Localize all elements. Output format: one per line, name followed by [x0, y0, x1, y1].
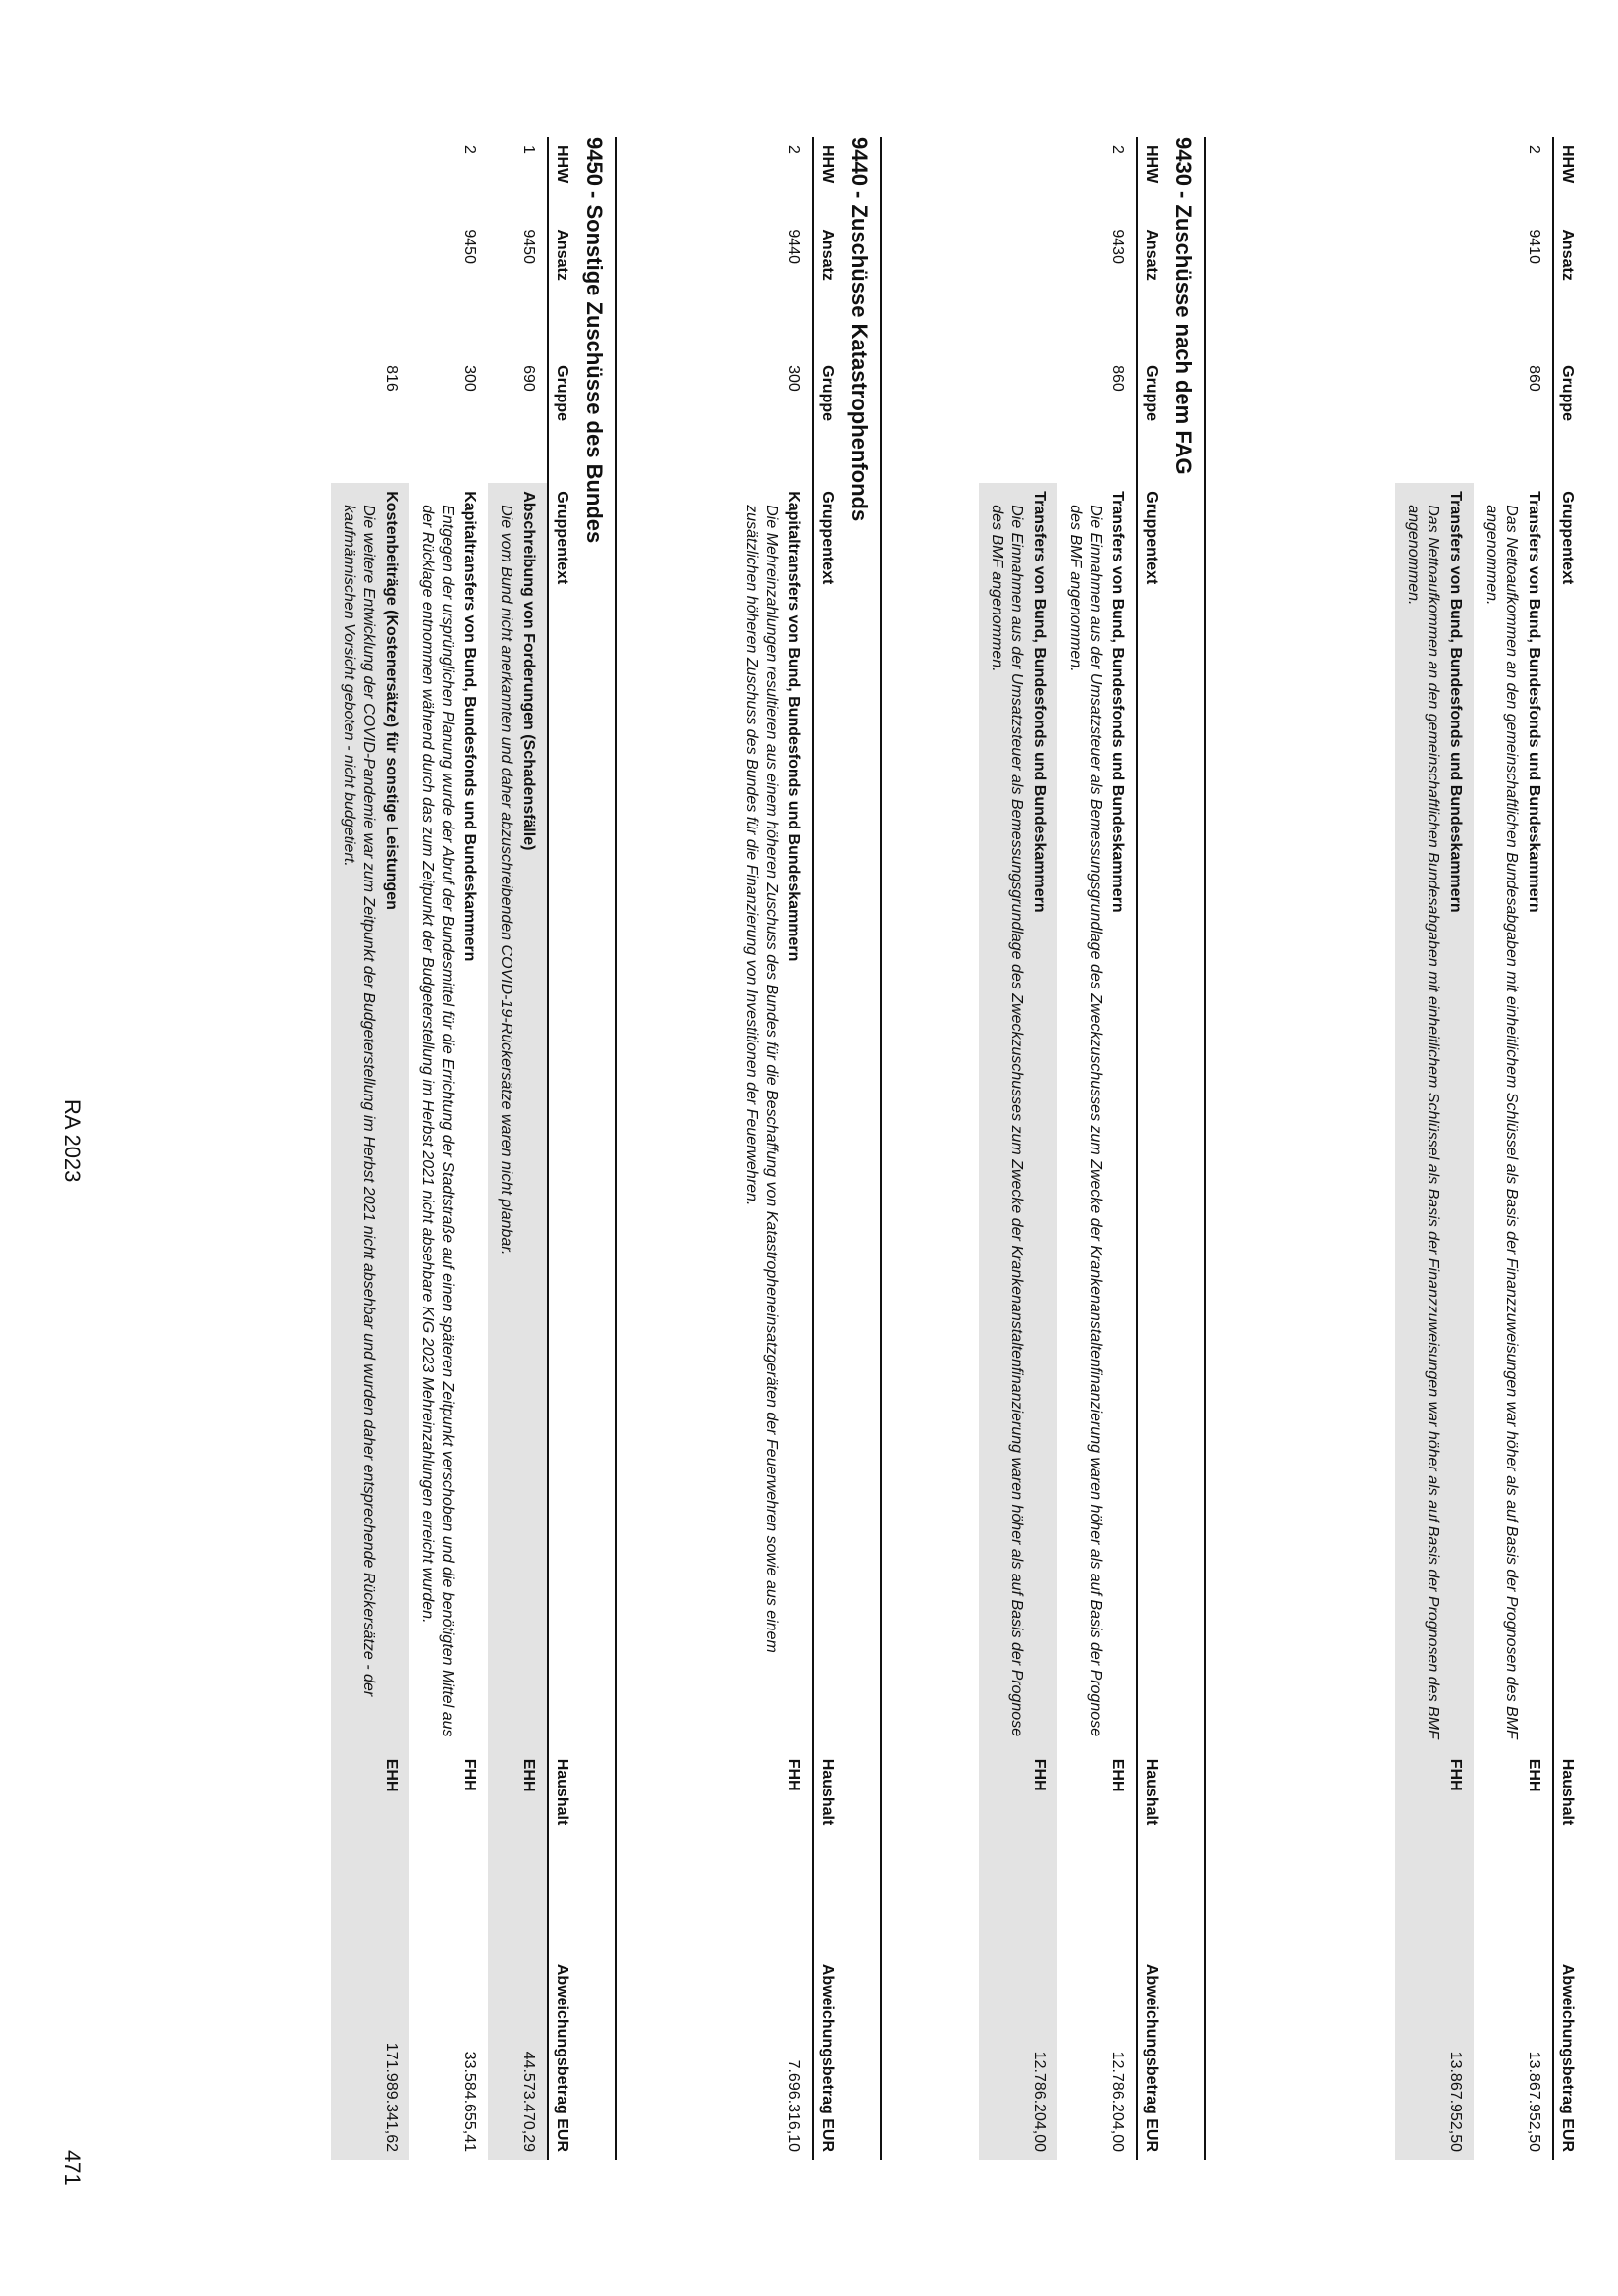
cell-gruppe: 300: [785, 365, 802, 392]
cell-explanation: Das Nettoaufkommen an den gemeinschaftlichen Bundesabgaben mit einheitlichem Schlüssel als Basis der Finanzzuweisungen war höher als auf Basis der Prognosen des BMF angenommen.: [1483, 505, 1520, 1739]
cell-haushalt: EHH: [488, 1751, 548, 1908]
header-hhw: HHW: [548, 137, 573, 221]
header-gruppe: Gruppe: [548, 357, 573, 483]
section-title: 9440 - Zuschüsse Katastrophenfonds: [847, 137, 872, 522]
cell-hhw: 2: [1109, 145, 1126, 154]
cell-gruppe: 690: [520, 365, 537, 392]
cell-group-label: Transfers von Bund, Bundesfonds und Bundeskammern: [1028, 483, 1057, 1751]
header-hhw: HHW: [1553, 137, 1579, 221]
cell-betrag: 12.786.204,00: [1109, 2051, 1126, 2152]
deviation-table: [331, 137, 573, 2160]
cell-ansatz: 9450: [520, 229, 537, 264]
section-1: [979, 137, 1206, 2160]
header-ansatz: Ansatz: [548, 221, 573, 357]
header-hhw: HHW: [813, 137, 838, 221]
footer-report-label: RA 2023: [60, 1099, 84, 1183]
header-haushalt: Haushalt: [1137, 1751, 1162, 1908]
header-gruppentext: Gruppentext: [813, 483, 838, 1751]
table-row: [1028, 137, 1057, 2160]
cell-betrag: 44.573.470,29: [488, 1908, 548, 2160]
cell-hhw: [331, 137, 409, 221]
cell-ansatz: [331, 221, 409, 357]
cell-explanation: Die Mehreinzahlungen resultieren aus einem höheren Zuschuss des Bundes für die Beschaffung von Katastropheneinsatzgeräten der Feuerwehren sowie aus einem zusätzlichen höheren Zuschuss des Bundes für die Finanzierung von Investitionen der Feuerwehren.: [743, 505, 780, 1653]
section-0: [1395, 137, 1579, 2160]
cell-gruppe: 300: [461, 365, 478, 392]
cell-haushalt: EHH: [1109, 1758, 1126, 1792]
cell-betrag: 13.867.952,50: [1395, 1908, 1474, 2160]
cell-ansatz: 9410: [1526, 229, 1542, 264]
header-haushalt: Haushalt: [813, 1751, 838, 1908]
section-divider: [880, 137, 882, 2160]
cell-group-label: Kapitaltransfers von Bund, Bundesfonds und Bundeskammern: [785, 491, 802, 962]
cell-gruppe: [979, 357, 1057, 483]
section-divider: [615, 137, 617, 2160]
header-abweichung: Abweichungsbetrag EUR: [548, 1908, 573, 2160]
header-gruppe: Gruppe: [813, 357, 838, 483]
header-ansatz: Ansatz: [813, 221, 838, 357]
cell-gruppe: 816: [383, 365, 400, 392]
cell-explanation: Die vom Bund nicht anerkannten und daher abzuschreibenden COVID-19-Rückersätze waren nicht planbar.: [488, 483, 517, 1751]
header-gruppentext: Gruppentext: [1137, 483, 1162, 1751]
cell-explanation: Das Nettoaufkommen an den gemeinschaftlichen Bundesabgaben mit einheitlichem Schlüssel als Basis der Finanzzuweisungen war höher als auf Basis der Prognosen des BMF angenommen.: [1395, 483, 1444, 1751]
cell-ansatz: 9440: [785, 229, 802, 264]
header-ansatz: Ansatz: [1137, 221, 1162, 357]
cell-ansatz: 9430: [1109, 229, 1126, 264]
deviation-table: [733, 137, 838, 2160]
section-3: [331, 137, 617, 2160]
cell-betrag: 12.786.204,00: [979, 1908, 1057, 2160]
table-row: [1523, 137, 1553, 2160]
header-gruppentext: Gruppentext: [548, 483, 573, 1751]
header-gruppentext: Gruppentext: [1553, 483, 1579, 1751]
section-divider: [1204, 137, 1206, 2160]
table-row: [380, 137, 409, 2160]
header-abweichung: Abweichungsbetrag EUR: [1137, 1908, 1162, 2160]
cell-haushalt: EHH: [331, 1751, 409, 1908]
cell-group-label: Abschreibung von Forderungen (Schadensfälle): [517, 483, 548, 1751]
cell-explanation: Entgegen der ursprünglichen Planung wurde der Abruf der Bundesmittel für die Errichtung der Stadtstraße auf einen späteren Zeitpunkt verschoben und die benötigten Mittel aus der Rücklage entnommen während durch das zum Zeitpunkt der Budgeterstellung im Herbst 2021 nicht absehbare KIG 2023 Mehreinzahlungen erreicht wurden.: [419, 505, 456, 1737]
cell-hhw: [1395, 137, 1474, 221]
cell-haushalt: FHH: [461, 1758, 478, 1791]
table-row: [1106, 137, 1137, 2160]
header-ansatz: Ansatz: [1553, 221, 1579, 357]
table-row: [782, 137, 813, 2160]
cell-betrag: 33.584.655,41: [461, 2051, 478, 2152]
header-gruppe: Gruppe: [1553, 357, 1579, 483]
cell-ansatz: [1395, 221, 1474, 357]
table-row: [1444, 137, 1474, 2160]
cell-gruppe: 860: [1526, 365, 1542, 392]
cell-group-label: Transfers von Bund, Bundesfonds und Bundeskammern: [1109, 491, 1126, 913]
cell-haushalt: FHH: [1395, 1751, 1474, 1908]
deviation-table: [979, 137, 1162, 2160]
section-title: 9430 - Zuschüsse nach dem FAG: [1171, 137, 1196, 475]
page-number: 471: [60, 2150, 84, 2186]
table-row: [517, 137, 548, 2160]
cell-group-label: Kapitaltransfers von Bund, Bundesfonds und Bundeskammern: [461, 491, 478, 962]
cell-ansatz: [979, 221, 1057, 357]
section-2: [733, 137, 882, 2160]
cell-explanation: Die weitere Entwicklung der COVID-Pandemie war zum Zeitpunkt der Budgeterstellung im Herbst 2021 nicht absehbar und wurden daher entsprechende Rückersätze - der kaufmännischen Vorsicht geboten - nicht budgetiert.: [331, 483, 380, 1751]
cell-betrag: 13.867.952,50: [1526, 2051, 1542, 2152]
cell-haushalt: EHH: [1526, 1758, 1542, 1792]
cell-hhw: [979, 137, 1057, 221]
cell-betrag: 171.989.341,62: [331, 1908, 409, 2160]
cell-group-label: Transfers von Bund, Bundesfonds und Bundeskammern: [1444, 483, 1474, 1751]
cell-explanation: Die Einnahmen aus der Umsatzsteuer als Bemessungsgrundlage des Zweckzuschusses zum Zwecke der Krankenanstaltenfinanzierung waren höher als auf Basis der Prognose des BMF angenommen.: [1067, 505, 1104, 1737]
header-haushalt: Haushalt: [1553, 1751, 1579, 1908]
cell-betrag: 7.696.316,10: [785, 2059, 802, 2152]
cell-hhw: 1: [520, 145, 537, 154]
cell-ansatz: 9450: [461, 229, 478, 264]
header-abweichung: Abweichungsbetrag EUR: [1553, 1908, 1579, 2160]
header-abweichung: Abweichungsbetrag EUR: [813, 1908, 838, 2160]
cell-explanation: Die Einnahmen aus der Umsatzsteuer als Bemessungsgrundlage des Zweckzuschusses zum Zwecke der Krankenanstaltenfinanzierung waren höher als auf Basis der Prognose des BMF angenommen.: [979, 483, 1028, 1751]
header-gruppe: Gruppe: [1137, 357, 1162, 483]
cell-haushalt: FHH: [785, 1758, 802, 1791]
table-row: [458, 137, 488, 2160]
header-haushalt: Haushalt: [548, 1751, 573, 1908]
cell-gruppe: [1395, 357, 1474, 483]
section-title: 9450 - Sonstige Zuschüsse des Bundes: [582, 137, 607, 544]
cell-hhw: 2: [1526, 145, 1542, 154]
cell-haushalt: FHH: [979, 1751, 1057, 1908]
deviation-table: [1395, 137, 1579, 2160]
cell-group-label: Kostenbeiträge (Kostenersätze) für sonstige Leistungen: [380, 483, 409, 1751]
cell-group-label: Transfers von Bund, Bundesfonds und Bundeskammern: [1526, 491, 1542, 913]
cell-gruppe: 860: [1109, 365, 1126, 392]
header-hhw: HHW: [1137, 137, 1162, 221]
cell-hhw: 2: [461, 145, 478, 154]
cell-hhw: 2: [785, 145, 802, 154]
